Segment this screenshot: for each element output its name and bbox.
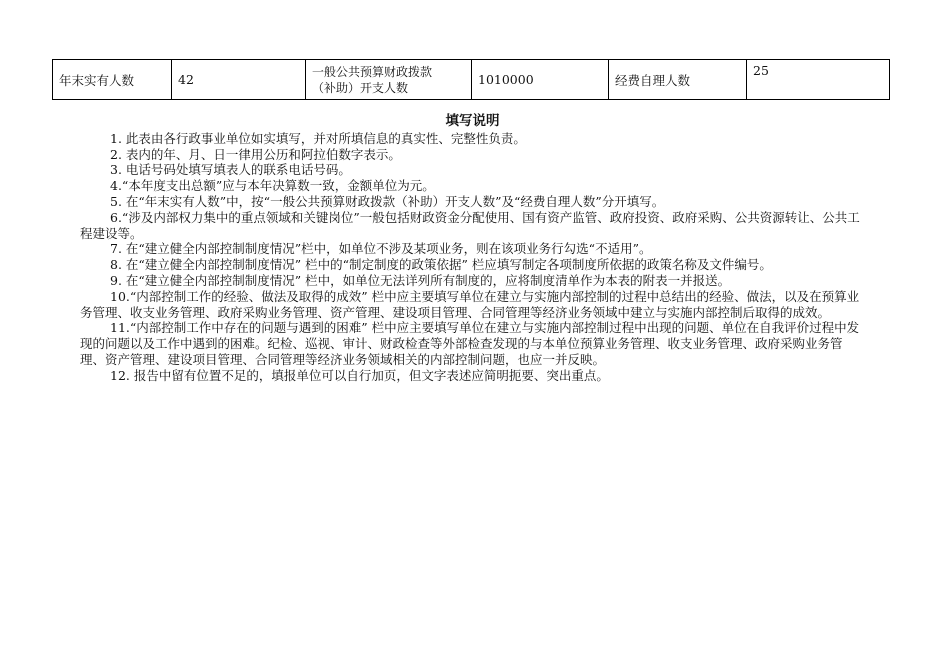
instruction-item: 1. 此表由各行政事业单位如实填写，并对所填信息的真实性、完整性负责。 [110,130,526,146]
year-end-staff-value: 42 [172,60,306,100]
year-end-staff-label: 年末实有人数 [53,60,172,100]
instruction-item: 7. 在“建立健全内部控制制度情况”栏中，如单位不涉及某项业务，则在该项业务行勾选“不适用”。 [110,241,652,257]
instruction-item: 9. 在“建立健全内部控制制度情况” 栏中，如单位无法详列所有制度的，应将制度清单作为本表的附表一并报送。 [110,272,731,288]
instruction-item: 10.“内部控制工作的经验、做法及取得的成效” 栏中应主要填写单位在建立与实施内部控制的过程中总结出的经验、做法，以及在预算业务管理、收支业务管理、政府采购业务管理、资产管理、建设项目管理、合同管理等经济业务领域中建立与实施内部控制后取得的成效。 [80,288,860,320]
filling-instructions [80,114,865,384]
budget-funded-staff-label-line1: 一般公共预算财政拨款 [312,64,433,79]
instruction-item: 4.“本年度支出总额”应与本年决算数一致，金额单位为元。 [110,178,435,194]
self-funded-staff-value: 25 [747,60,890,100]
instruction-item: 11.“内部控制工作中存在的问题与遇到的困难” 栏中应主要填写单位在建立与实施内部控制过程中出现的问题、单位在自我评价过程中发现的问题以及工作中遇到的困难。纪检、巡视、审计、财政检查等外部检查发现的与本单位预算业务管理、收支业务管理、政府采购业务管理、资产管理、建设项目管理、合同管理等经济业务领域相关的内部控制问题，也应一并反映。 [80,320,860,367]
instruction-item: 5. 在“年末实有人数”中，按“一般公共预算财政拨款（补助）开支人数”及“经费自理人数”分开填写。 [110,193,665,209]
instruction-item: 8. 在“建立健全内部控制制度情况” 栏中的“制定制度的政策依据” 栏应填写制定各项制度所依据的政策名称及文件编号。 [110,257,772,273]
budget-funded-staff-label-line2: （补助）开支人数 [312,80,409,95]
instructions-title: 填写说明 [445,113,500,129]
instruction-item: 3. 电话号码处填写填表人的联系电话号码。 [110,162,351,178]
staff-count-table [52,59,890,100]
budget-funded-staff-label [306,60,472,100]
self-funded-staff-label: 经费自理人数 [609,60,747,100]
staff-count-table-section [52,59,889,100]
instruction-item: 6.“涉及内部权力集中的重点领域和关键岗位”一般包括财政资金分配使用、国有资产监管、政府投资、政府采购、公共资源转让、公共工程建设等。 [80,209,860,241]
table-row [53,60,890,100]
budget-funded-staff-value: 1010000 [472,60,609,100]
instruction-item: 2. 表内的年、月、日一律用公历和阿拉伯数字表示。 [110,146,401,162]
instruction-item: 12. 报告中留有位置不足的，填报单位可以自行加页，但文字表述应简明扼要、突出重点。 [110,367,609,383]
